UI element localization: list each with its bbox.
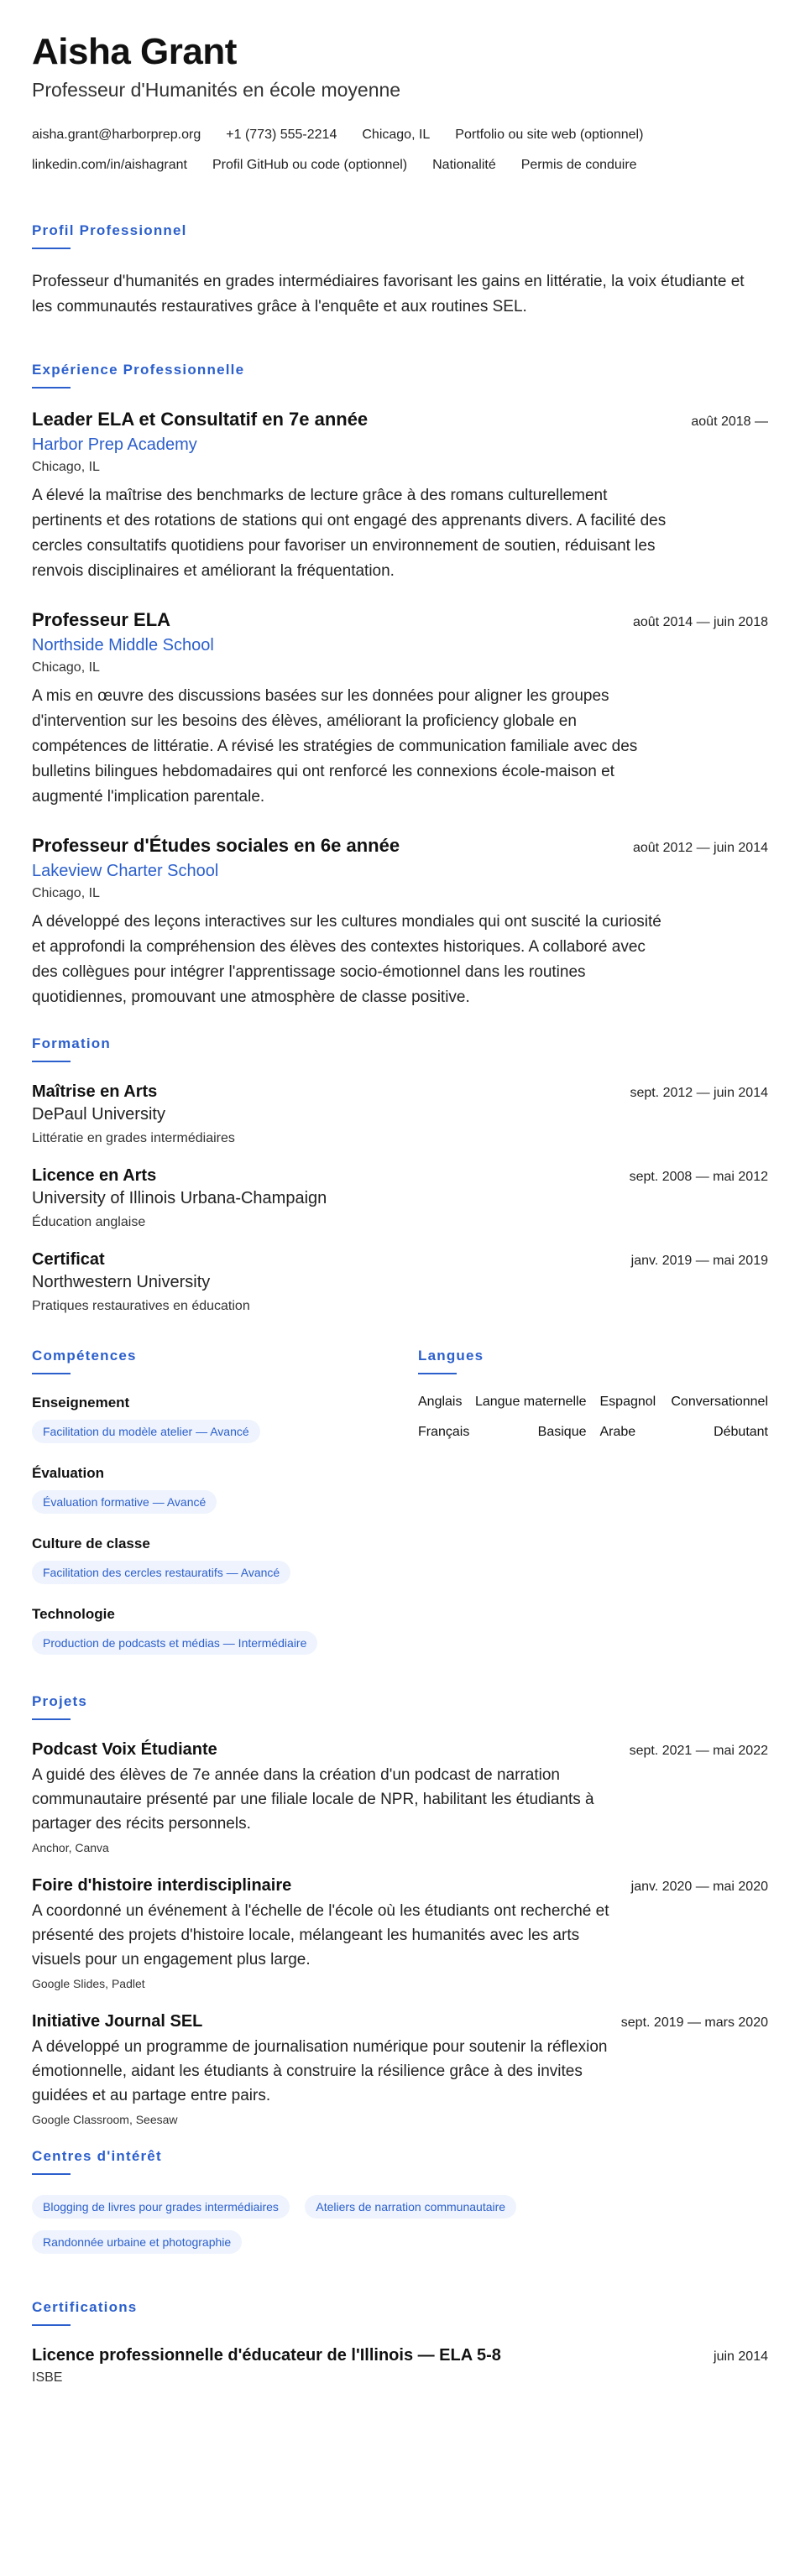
skill-category: Technologie xyxy=(32,1606,115,1622)
certification-date: juin 2014 xyxy=(714,2349,768,2364)
language-name: Espagnol xyxy=(599,1395,656,1409)
contact-nationality: Nationalité xyxy=(432,158,496,172)
section-heading: Langues xyxy=(418,1348,484,1364)
language-level: Langue maternelle xyxy=(474,1395,587,1409)
job-title: Professeur d'Études sociales en 6e année xyxy=(32,835,400,856)
degree-title: Maîtrise en Arts xyxy=(32,1082,158,1101)
section-heading: Formation xyxy=(32,1035,111,1051)
job-company: Northside Middle School xyxy=(32,636,214,654)
section-heading: Compétences xyxy=(32,1348,137,1364)
contact-phone[interactable]: +1 (773) 555-2214 xyxy=(226,128,337,142)
education-item xyxy=(32,1166,768,1230)
language-name: Anglais xyxy=(418,1395,463,1409)
degree-focus: Pratiques restauratives en éducation xyxy=(32,1299,250,1313)
degree-title: Certificat xyxy=(32,1250,105,1269)
section-heading: Centres d'intérêt xyxy=(32,2148,162,2164)
school-name: DePaul University xyxy=(32,1105,165,1124)
job-description: A élevé la maîtrise des benchmarks de lecture grâce à des romans culturellement pertinents et des rotations de stations qui ont engagé des apprenants divers. A facilité des cercles consultatifs quotidiens pour favoriser un environnement de soutien, réduisant les renvois disciplinaires et améliorant la fréquentation. xyxy=(32,487,667,580)
skill-chip: Facilitation du modèle atelier — Avancé xyxy=(32,1420,260,1443)
contact-info xyxy=(32,120,762,180)
skill-category: Évaluation xyxy=(32,1465,104,1481)
job-location: Chicago, IL xyxy=(32,886,100,900)
section-divider xyxy=(32,387,71,388)
job-location: Chicago, IL xyxy=(32,460,100,474)
language-level: Basique xyxy=(537,1425,587,1439)
skill-group xyxy=(32,1465,418,1532)
interests-section xyxy=(32,2148,768,2266)
section-heading: Profil Professionnel xyxy=(32,222,187,238)
projects-section xyxy=(32,1693,768,2126)
section-divider xyxy=(32,1373,71,1374)
contact-portfolio[interactable]: Portfolio ou site web (optionnel) xyxy=(455,128,644,142)
project-tools: Google Slides, Padlet xyxy=(32,1977,145,1990)
project-description: A coordonné un événement à l'échelle de l'école où les étudiants ont recherché et présenté des projets d'histoire locale, mélangeant les humanités avec les arts visuels pour un engagement plus large. xyxy=(32,1902,609,1969)
candidate-title: Professeur d'Humanités en école moyenne xyxy=(32,79,401,101)
project-item xyxy=(32,1740,768,1854)
project-title: Podcast Voix Étudiante xyxy=(32,1740,217,1759)
education-dates: sept. 2008 — mai 2012 xyxy=(629,1170,768,1184)
contact-license: Permis de conduire xyxy=(520,158,637,172)
project-dates: sept. 2021 — mai 2022 xyxy=(629,1744,768,1758)
skill-group xyxy=(32,1606,418,1673)
section-divider xyxy=(32,2173,71,2175)
skills-languages-section xyxy=(32,1348,768,1673)
degree-focus: Éducation anglaise xyxy=(32,1215,146,1229)
section-heading: Expérience Professionnelle xyxy=(32,362,245,378)
language-item xyxy=(600,1395,769,1410)
education-section xyxy=(32,1035,768,1314)
certification-issuer: ISBE xyxy=(32,2370,63,2385)
skill-chip: Évaluation formative — Avancé xyxy=(32,1490,217,1514)
skill-category: Culture de classe xyxy=(32,1536,150,1551)
experience-item xyxy=(32,409,768,584)
project-description: A guidé des élèves de 7e année dans la création d'un podcast de narration communautaire présenté par une filiale locale de NPR, habilitant les étudiants à partager des récits personnels. xyxy=(32,1766,594,1833)
school-name: Northwestern University xyxy=(32,1273,211,1291)
section-divider xyxy=(32,1718,71,1720)
candidate-name: Aisha Grant xyxy=(32,31,237,72)
experience-section xyxy=(32,362,768,1010)
project-item xyxy=(32,2012,768,2126)
section-divider xyxy=(32,248,71,249)
experience-item xyxy=(32,835,768,1010)
language-item xyxy=(600,1425,769,1440)
section-divider xyxy=(418,1373,457,1374)
languages-column xyxy=(418,1348,768,1673)
profile-section xyxy=(32,222,768,320)
job-title: Leader ELA et Consultatif en 7e année xyxy=(32,409,369,430)
job-dates: août 2014 — juin 2018 xyxy=(632,615,768,629)
contact-email[interactable]: aisha.grant@harborprep.org xyxy=(32,128,201,142)
job-description: A développé des leçons interactives sur les cultures mondiales qui ont suscité la curiosité et approfondi la compréhension des élèves des contextes historiques. A collaboré avec des collègues pour intégrer l'apprentissage socio-émotionnel dans les routines quotidiennes, promouvant une atmosphère de classe positive. xyxy=(32,913,661,1006)
language-level: Conversationnel xyxy=(671,1395,768,1409)
skill-chip: Production de podcasts et médias — Intermédiaire xyxy=(32,1631,317,1655)
project-tools: Anchor, Canva xyxy=(32,1841,109,1854)
job-title: Professeur ELA xyxy=(32,609,171,630)
project-title: Initiative Journal SEL xyxy=(32,2012,203,2031)
skill-group xyxy=(32,1536,418,1603)
project-dates: sept. 2019 — mars 2020 xyxy=(620,2015,768,2030)
degree-title: Licence en Arts xyxy=(32,1166,157,1185)
job-location: Chicago, IL xyxy=(32,660,100,675)
school-name: University of Illinois Urbana-Champaign xyxy=(32,1189,327,1207)
section-divider xyxy=(32,1061,71,1062)
project-item xyxy=(32,1876,768,1990)
section-divider xyxy=(32,2324,71,2326)
contact-linkedin[interactable]: linkedin.com/in/aishagrant xyxy=(32,158,187,172)
job-company: Lakeview Charter School xyxy=(32,862,219,880)
certification-title: Licence professionnelle d'éducateur de l'Illinois — ELA 5-8 xyxy=(32,2346,501,2365)
education-item xyxy=(32,1082,768,1146)
section-heading: Certifications xyxy=(32,2299,138,2315)
certification-item xyxy=(32,2346,768,2386)
contact-github[interactable]: Profil GitHub ou code (optionnel) xyxy=(212,158,408,172)
skill-group xyxy=(32,1395,418,1462)
language-name: Français xyxy=(418,1425,470,1439)
experience-item xyxy=(32,609,768,810)
interests-list xyxy=(32,2195,620,2266)
profile-summary: Professeur d'humanités en grades intermédiaires favorisant les gains en littératie, la voix étudiante et les communautés restauratives grâce à l'enquête et aux routines SEL. xyxy=(32,273,745,315)
project-tools: Google Classroom, Seesaw xyxy=(32,2113,178,2126)
job-description: A mis en œuvre des discussions basées sur les données pour aligner les groupes d'intervention sur les besoins des élèves, améliorant la proficiency globale en compétences de littératie. A révisé les stratégies de communication familiale avec des bulletins bilingues hebdomadaires qui ont renforcé les connexions école-maison et augmenté l'implication parentale. xyxy=(32,687,638,806)
language-item xyxy=(418,1425,587,1440)
job-company: Harbor Prep Academy xyxy=(32,435,197,454)
education-dates: janv. 2019 — mai 2019 xyxy=(630,1254,768,1268)
education-dates: sept. 2012 — juin 2014 xyxy=(630,1086,768,1100)
degree-focus: Littératie en grades intermédiaires xyxy=(32,1131,235,1145)
interest-chip: Randonnée urbaine et photographie xyxy=(32,2230,242,2254)
language-name: Arabe xyxy=(599,1425,636,1439)
project-title: Foire d'histoire interdisciplinaire xyxy=(32,1876,292,1895)
project-dates: janv. 2020 — mai 2020 xyxy=(630,1880,768,1894)
interest-chip: Ateliers de narration communautaire xyxy=(305,2195,516,2219)
languages-list xyxy=(418,1395,768,1440)
skill-chip: Facilitation des cercles restauratifs — Avancé xyxy=(32,1561,290,1584)
language-level: Débutant xyxy=(714,1425,768,1439)
language-item xyxy=(418,1395,587,1410)
skills-column xyxy=(32,1348,418,1673)
interest-chip: Blogging de livres pour grades intermédiaires xyxy=(32,2195,290,2219)
certifications-section xyxy=(32,2299,768,2386)
resume-header xyxy=(32,30,768,180)
contact-location: Chicago, IL xyxy=(362,128,431,142)
job-dates: août 2018 — xyxy=(691,415,768,429)
education-item xyxy=(32,1250,768,1314)
section-heading: Projets xyxy=(32,1693,88,1709)
skill-category: Enseignement xyxy=(32,1395,130,1411)
project-description: A développé un programme de journalisation numérique pour soutenir la réflexion émotionnelle, aidant les étudiants à construire la résilience grâce à des invites guidées et au partage entre pairs. xyxy=(32,2038,608,2104)
job-dates: août 2012 — juin 2014 xyxy=(632,841,768,855)
